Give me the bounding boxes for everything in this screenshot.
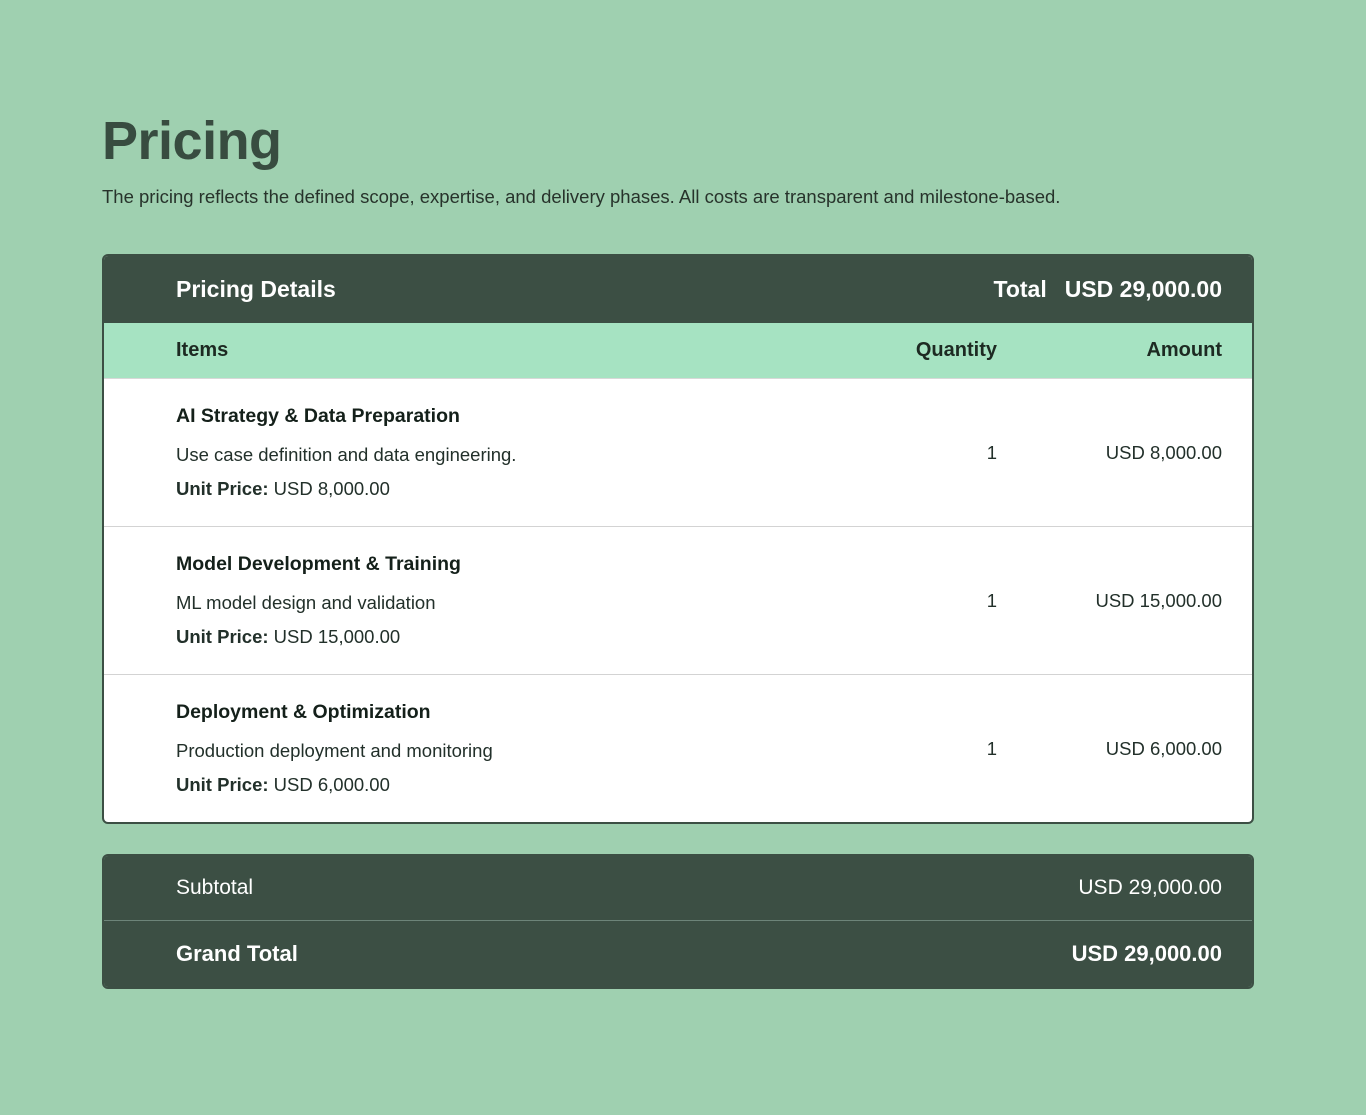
totals-card xyxy=(102,854,1254,989)
item-amount: USD 15,000.00 xyxy=(1095,589,1222,611)
item-quantity: 1 xyxy=(986,737,997,759)
item-description: Production deployment and monitoring xyxy=(176,740,493,762)
table-row xyxy=(104,675,1252,822)
pricing-card-header xyxy=(104,256,1252,323)
unit-price-value: USD 15,000.00 xyxy=(273,626,401,648)
pricing-details-card xyxy=(102,254,1254,824)
item-name: Deployment & Optimization xyxy=(176,701,431,724)
subtotal-row xyxy=(104,856,1252,921)
item-name: AI Strategy & Data Preparation xyxy=(176,405,460,428)
unit-price-label: Unit Price: xyxy=(176,478,269,500)
total-label: Total xyxy=(993,276,1047,303)
item-description: Use case definition and data engineering. xyxy=(176,444,517,466)
grand-total-label: Grand Total xyxy=(176,941,298,967)
item-amount: USD 6,000.00 xyxy=(1105,737,1222,759)
grand-total-value: USD 29,000.00 xyxy=(1071,941,1222,967)
item-quantity: 1 xyxy=(986,589,997,611)
table-row xyxy=(104,379,1252,527)
item-unit-price xyxy=(176,478,837,500)
page-title: Pricing xyxy=(102,111,282,171)
item-description: ML model design and validation xyxy=(176,592,436,614)
pricing-card-total xyxy=(993,276,1222,303)
pricing-table-header xyxy=(104,323,1252,379)
item-unit-price xyxy=(176,626,837,648)
grand-total-row xyxy=(104,921,1252,987)
row-item-details xyxy=(176,701,857,796)
pricing-card-title: Pricing Details xyxy=(176,276,336,303)
item-unit-price xyxy=(176,774,837,796)
unit-price-value: USD 6,000.00 xyxy=(273,774,390,796)
item-quantity: 1 xyxy=(986,441,997,463)
row-item-details xyxy=(176,553,857,648)
unit-price-label: Unit Price: xyxy=(176,774,269,796)
column-header-amount: Amount xyxy=(1146,339,1222,362)
item-amount: USD 8,000.00 xyxy=(1105,441,1222,463)
item-name: Model Development & Training xyxy=(176,553,461,576)
row-item-details xyxy=(176,405,857,500)
unit-price-label: Unit Price: xyxy=(176,626,269,648)
column-header-quantity: Quantity xyxy=(915,339,997,362)
total-value: USD 29,000.00 xyxy=(1064,276,1222,303)
subtotal-label: Subtotal xyxy=(176,876,254,900)
column-header-items: Items xyxy=(176,339,229,362)
subtotal-value: USD 29,000.00 xyxy=(1078,876,1222,900)
table-row xyxy=(104,527,1252,675)
unit-price-value: USD 8,000.00 xyxy=(273,478,390,500)
page-intro-text: The pricing reflects the defined scope, expertise, and delivery phases. All costs are transparent and milestone-based. xyxy=(102,186,1061,208)
